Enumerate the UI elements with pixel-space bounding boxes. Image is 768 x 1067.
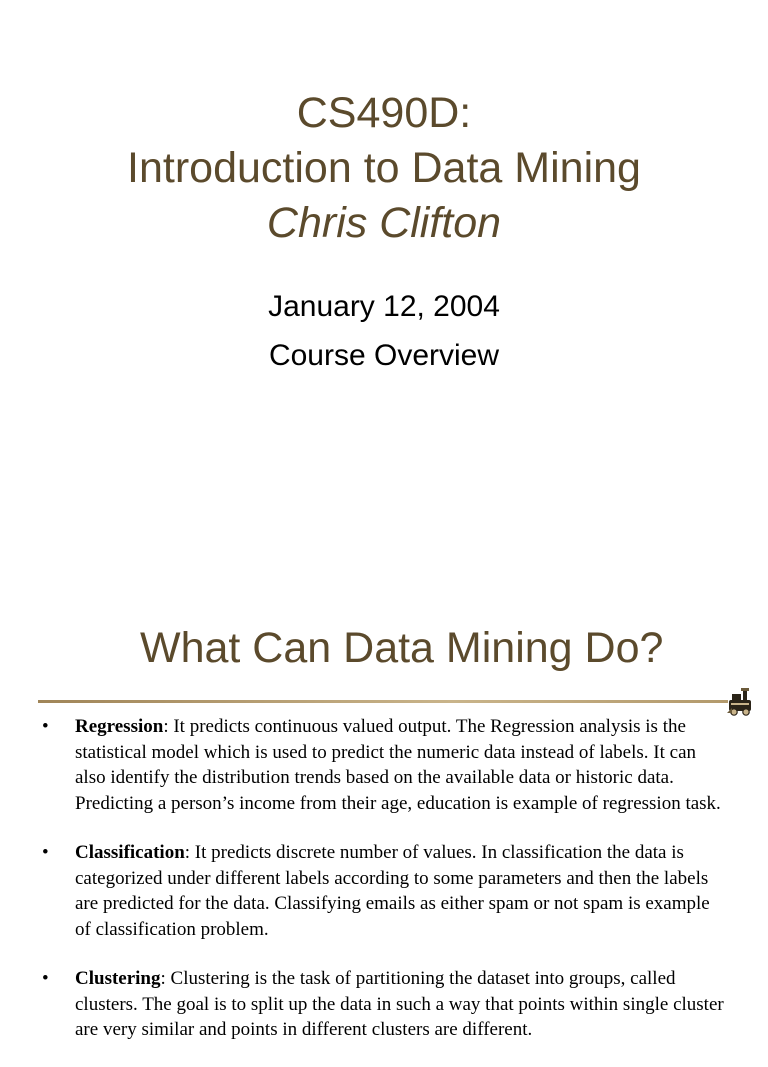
author-name: Chris Clifton bbox=[266, 199, 502, 247]
course-name: Introduction to Data Mining bbox=[127, 144, 641, 192]
list-item bbox=[0, 714, 768, 816]
bullet-dot-icon: • bbox=[42, 842, 49, 863]
list-item bbox=[0, 840, 768, 942]
bullet-term: Classification bbox=[75, 842, 185, 863]
content-slide bbox=[0, 600, 768, 1040]
lecture-date: January 12, 2004 bbox=[268, 290, 500, 323]
title-divider bbox=[38, 700, 728, 703]
bullet-text: : It predicts continuous valued output. The Regression analysis is the statistical model which is used to predict the numeric data instead of labels. It can also identify the distribution trends based on the available data or historic data. Predicting a person’s income from their age, education is example of regression task. bbox=[75, 716, 721, 814]
bullet-dot-icon: • bbox=[42, 968, 49, 989]
bullet-list bbox=[0, 714, 768, 1067]
slide-title: What Can Data Mining Do? bbox=[140, 624, 664, 672]
bullet-term: Clustering bbox=[75, 968, 161, 989]
bullet-dot-icon: • bbox=[42, 716, 49, 737]
list-item bbox=[0, 966, 768, 1043]
lecture-topic: Course Overview bbox=[268, 339, 500, 372]
bullet-term: Regression bbox=[75, 716, 164, 737]
bullet-text: : It predicts discrete number of values. In classification the data is categorized under different labels according to some parameters and then the labels are predicted for the data. Classifying emails as either spam or not spam is example of classification problem. bbox=[75, 842, 710, 940]
bullet-text: : Clustering is the task of partitioning the dataset into groups, called clusters. The goal is to split up the data in such a way that points within single cluster are very similar and points in different clusters are different. bbox=[75, 968, 724, 1040]
course-code: CS490D: bbox=[296, 89, 472, 137]
purdue-train-logo-icon bbox=[726, 686, 754, 716]
